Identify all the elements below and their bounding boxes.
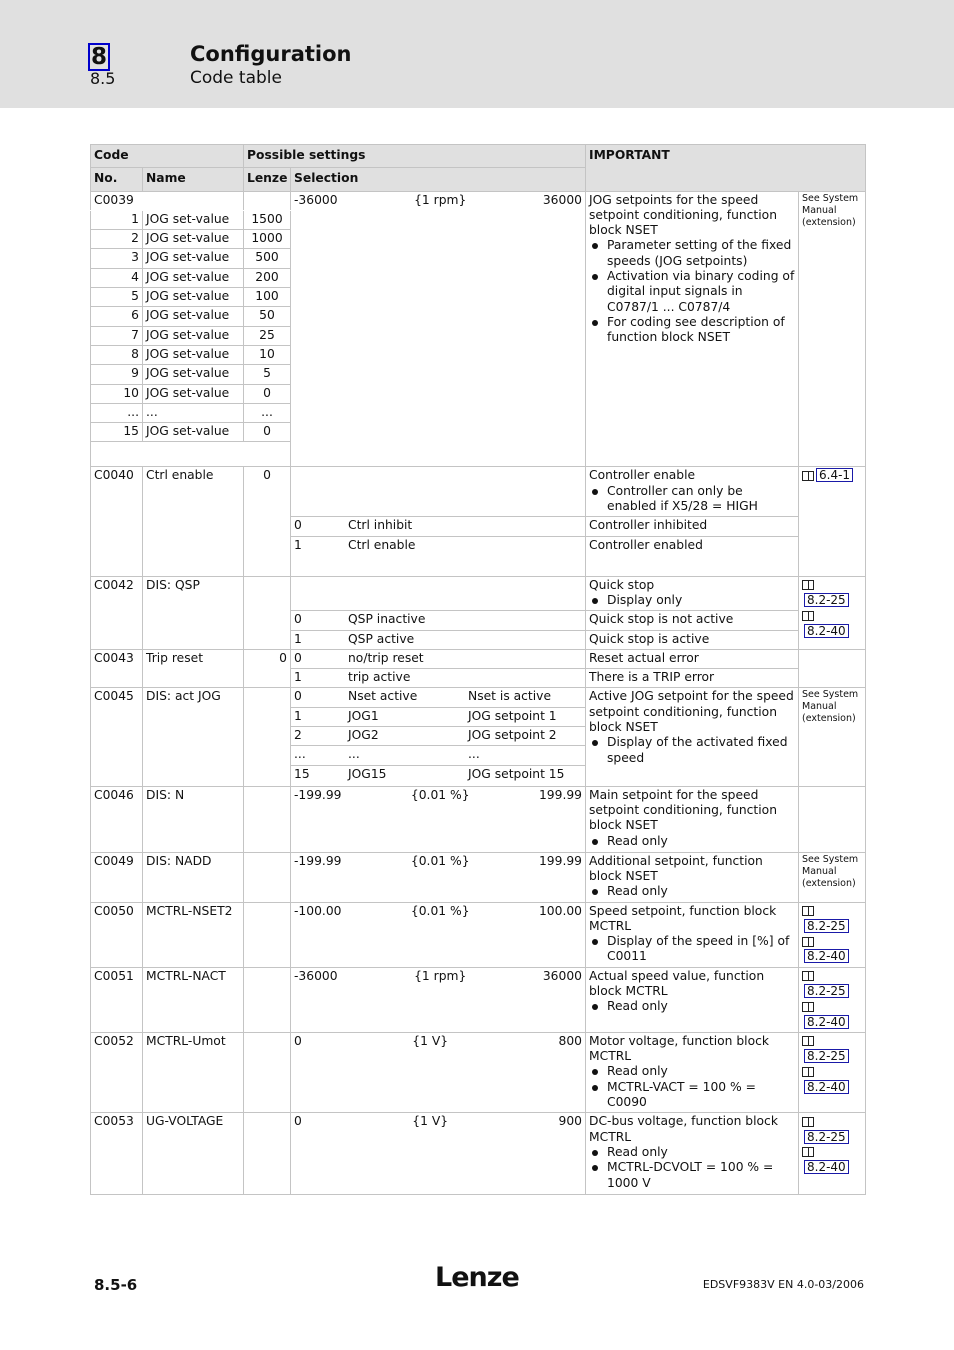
code-cell: C0053: [91, 1113, 143, 1195]
code-cell: C0052: [91, 1032, 143, 1112]
list-item: Controller can only be enabled if X5/28 = HIGH: [589, 484, 795, 515]
important-cell: [586, 688, 799, 786]
page-subtitle: Code table: [190, 68, 282, 88]
reference-link[interactable]: 8.2-40: [804, 1015, 849, 1029]
col-no: No.: [91, 168, 143, 191]
selection-option: 15 JOG15 JOG setpoint 15: [291, 765, 586, 786]
code-cell: C0051: [91, 967, 143, 1032]
selection-option: 1 QSP active: [291, 630, 586, 649]
option-description: Quick stop is not active: [586, 611, 799, 630]
table-row: [91, 688, 866, 707]
important-cell: DC-bus voltage, function block MCTRL Read only MCTRL-DCVOLT = 100 % = 1000 V: [586, 1113, 799, 1195]
name-cell: Trip reset: [143, 649, 244, 688]
option-description: Reset actual error: [586, 649, 799, 668]
subcode-cell: 10: [91, 384, 143, 403]
selection-option: 2 JOG2 JOG setpoint 2: [291, 727, 586, 746]
name-cell: DIS: N: [143, 786, 244, 852]
lenze-cell: [244, 902, 291, 967]
list-item: Display only: [589, 593, 795, 608]
lenze-cell: 50: [244, 307, 291, 326]
range-max: 36000: [542, 192, 582, 207]
reference-link[interactable]: 8.2-25: [804, 593, 849, 607]
page-header: [0, 0, 954, 108]
book-icon: [802, 1067, 814, 1077]
lenze-cell: 0: [244, 423, 291, 442]
name-cell: JOG set-value: [143, 249, 244, 268]
document-id: EDSVF9383V EN 4.0-03/2006: [702, 1278, 864, 1291]
lenze-cell: 10: [244, 345, 291, 364]
important-text: Active JOG setpoint for the speed setpoint conditioning, function block NSET: [589, 689, 794, 735]
table-row: [91, 852, 866, 902]
table-row: [91, 1113, 866, 1195]
subcode-cell: 2: [91, 230, 143, 249]
table-row: [91, 467, 866, 517]
selection-cell: [291, 467, 586, 517]
range-unit: {1 rpm}: [414, 192, 467, 207]
reference-cell: [799, 576, 866, 649]
lenze-cell: 25: [244, 326, 291, 345]
code-cell: C0039: [91, 191, 244, 210]
code-cell: C0049: [91, 852, 143, 902]
selection-option: 1 trip active: [291, 669, 586, 688]
name-cell: ...: [143, 403, 244, 422]
selection-range: [291, 191, 586, 467]
list-item: Read only: [589, 999, 795, 1014]
chapter-number-link[interactable]: 8: [88, 43, 110, 71]
name-cell: JOG set-value: [143, 307, 244, 326]
subcode-cell: 15: [91, 423, 143, 442]
selection-range: -36000 {1 rpm} 36000: [291, 967, 586, 1032]
list-item: Parameter setting of the fixed speeds (JOG setpoints): [589, 238, 795, 269]
reference-link[interactable]: 8.2-40: [804, 1080, 849, 1094]
important-cell: Additional setpoint, function block NSET Read only: [586, 852, 799, 902]
name-cell: JOG set-value: [143, 345, 244, 364]
lenze-cell: [244, 786, 291, 852]
important-cell: Motor voltage, function block MCTRL Read only MCTRL-VACT = 100 % = C0090: [586, 1032, 799, 1112]
col-code: Code: [91, 145, 244, 168]
name-cell: JOG set-value: [143, 230, 244, 249]
book-icon: [802, 471, 814, 481]
code-cell: C0045: [91, 688, 143, 786]
important-cell: Main setpoint for the speed setpoint conditioning, function block NSET Read only: [586, 786, 799, 852]
selection-cell: [291, 576, 586, 611]
important-text: Quick stop: [589, 577, 655, 592]
table-row: [91, 967, 866, 1032]
selection-option: 0 QSP inactive: [291, 611, 586, 630]
list-item: Read only: [589, 834, 795, 849]
lenze-cell: 1500: [244, 210, 291, 229]
subcode-cell: 3: [91, 249, 143, 268]
lenze-cell: [244, 576, 291, 649]
list-item: Read only: [589, 1145, 795, 1160]
reference-cell: [799, 649, 866, 688]
reference-cell: [799, 967, 866, 1032]
important-cell: [586, 191, 799, 467]
reference-cell: See System Manual (extension): [799, 191, 866, 467]
selection-range: -199.99 {0.01 %} 199.99: [291, 786, 586, 852]
reference-link[interactable]: 6.4-1: [816, 468, 853, 482]
lenze-cell: [244, 852, 291, 902]
spacer-cell: [91, 442, 291, 467]
lenze-cell: ...: [244, 403, 291, 422]
reference-link[interactable]: 8.2-25: [804, 1130, 849, 1144]
selection-range: 0 {1 V} 900: [291, 1113, 586, 1195]
selection-option: 1 JOG1 JOG setpoint 1: [291, 707, 586, 726]
name-cell: MCTRL-NACT: [143, 967, 244, 1032]
lenze-cell: [244, 191, 291, 210]
lenze-cell: 1000: [244, 230, 291, 249]
book-icon: [802, 906, 814, 916]
option-description: Quick stop is active: [586, 630, 799, 649]
col-lenze: Lenze: [244, 168, 291, 191]
list-item: MCTRL-DCVOLT = 100 % = 1000 V: [589, 1160, 795, 1191]
name-cell: JOG set-value: [143, 210, 244, 229]
page-title: Configuration: [190, 42, 352, 66]
book-icon: [802, 1147, 814, 1157]
book-icon: [802, 1117, 814, 1127]
lenze-cell: 0: [244, 384, 291, 403]
name-cell: JOG set-value: [143, 384, 244, 403]
subcode-cell: 1: [91, 210, 143, 229]
subcode-cell: ...: [91, 403, 143, 422]
reference-link[interactable]: 8.2-25: [804, 984, 849, 998]
lenze-logo: Lenze: [435, 1262, 519, 1293]
subcode-cell: 4: [91, 268, 143, 287]
selection-option: 1 Ctrl enable: [291, 536, 586, 576]
selection-range: -100.00 {0.01 %} 100.00: [291, 902, 586, 967]
name-cell: UG-VOLTAGE: [143, 1113, 244, 1195]
code-table: [90, 144, 866, 1195]
lenze-cell: [244, 1032, 291, 1112]
option-description: Controller inhibited: [586, 517, 799, 536]
list-item: For coding see description of function block NSET: [589, 315, 795, 346]
reference-cell: [799, 1032, 866, 1112]
reference-cell: [799, 1113, 866, 1195]
code-cell: C0046: [91, 786, 143, 852]
selection-option: 0 no/trip reset: [291, 649, 586, 668]
book-icon: [802, 937, 814, 947]
subcode-cell: 7: [91, 326, 143, 345]
selection-range: -199.99 {0.01 %} 199.99: [291, 852, 586, 902]
important-cell: Speed setpoint, function block MCTRL Display of the speed in [%] of C0011: [586, 902, 799, 967]
lenze-cell: [244, 688, 291, 786]
reference-link[interactable]: 8.2-40: [804, 624, 849, 638]
book-icon: [802, 580, 814, 590]
col-selection: Selection: [291, 168, 586, 191]
lenze-cell: 0: [244, 649, 291, 688]
subcode-cell: 8: [91, 345, 143, 364]
selection-option: ... ... ...: [291, 746, 586, 765]
important-cell: [586, 467, 799, 517]
important-cell: [586, 576, 799, 611]
name-cell: JOG set-value: [143, 326, 244, 345]
table-row: [91, 902, 866, 967]
name-cell: JOG set-value: [143, 365, 244, 384]
code-cell: C0042: [91, 576, 143, 649]
subcode-cell: 9: [91, 365, 143, 384]
list-item: Display of the speed in [%] of C0011: [589, 934, 795, 965]
name-cell: DIS: NADD: [143, 852, 244, 902]
reference-link[interactable]: 8.2-25: [804, 1049, 849, 1063]
col-possible-settings: Possible settings: [244, 145, 586, 168]
important-cell: Actual speed value, function block MCTRL Read only: [586, 967, 799, 1032]
lenze-cell: [244, 1113, 291, 1195]
table-header-row: [91, 145, 866, 168]
list-item: Read only: [589, 1064, 795, 1079]
reference-link[interactable]: 8.2-40: [804, 949, 849, 963]
name-cell: JOG set-value: [143, 268, 244, 287]
name-cell: DIS: QSP: [143, 576, 244, 649]
book-icon: [802, 1036, 814, 1046]
subcode-cell: 5: [91, 288, 143, 307]
code-cell: C0040: [91, 467, 143, 576]
table-row: [91, 191, 866, 210]
selection-option: 0 Nset active Nset is active: [291, 688, 586, 707]
lenze-cell: 5: [244, 365, 291, 384]
name-cell: MCTRL-Umot: [143, 1032, 244, 1112]
table-row: [91, 649, 866, 668]
selection-option: 0 Ctrl inhibit: [291, 517, 586, 536]
book-icon: [802, 1002, 814, 1012]
selection-range: 0 {1 V} 800: [291, 1032, 586, 1112]
section-number: 8.5: [90, 69, 116, 88]
reference-cell: See System Manual (extension): [799, 852, 866, 902]
table-row: [91, 576, 866, 611]
important-text: JOG setpoints for the speed setpoint conditioning, function block NSET: [589, 192, 777, 238]
code-cell: C0050: [91, 902, 143, 967]
table-row: [91, 786, 866, 852]
lenze-cell: [244, 967, 291, 1032]
book-icon: [802, 611, 814, 621]
name-cell: JOG set-value: [143, 288, 244, 307]
name-cell: JOG set-value: [143, 423, 244, 442]
table-row: [91, 1032, 866, 1112]
reference-cell: [799, 467, 866, 576]
lenze-cell: 200: [244, 268, 291, 287]
reference-link[interactable]: 8.2-40: [804, 1160, 849, 1174]
reference-cell: [799, 902, 866, 967]
book-icon: [802, 971, 814, 981]
col-important: IMPORTANT: [586, 145, 866, 192]
list-item: Read only: [589, 884, 795, 899]
code-cell: C0043: [91, 649, 143, 688]
important-text: Controller enable: [589, 468, 696, 483]
option-description: Controller enabled: [586, 536, 799, 576]
name-cell: DIS: act JOG: [143, 688, 244, 786]
list-item: MCTRL-VACT = 100 % = C0090: [589, 1080, 795, 1111]
subcode-cell: 6: [91, 307, 143, 326]
lenze-cell: 0: [244, 467, 291, 576]
reference-cell: [799, 786, 866, 852]
col-name: Name: [143, 168, 244, 191]
name-cell: MCTRL-NSET2: [143, 902, 244, 967]
reference-link[interactable]: 8.2-25: [804, 919, 849, 933]
option-description: There is a TRIP error: [586, 669, 799, 688]
list-item: Display of the activated fixed speed: [589, 735, 795, 766]
reference-cell: See System Manual (extension): [799, 688, 866, 786]
name-cell: Ctrl enable: [143, 467, 244, 576]
page-number: 8.5-6: [94, 1276, 138, 1294]
lenze-cell: 500: [244, 249, 291, 268]
lenze-cell: 100: [244, 288, 291, 307]
range-min: -36000: [294, 192, 338, 207]
list-item: Activation via binary coding of digital input signals in C0787/1 ... C0787/4: [589, 269, 795, 315]
